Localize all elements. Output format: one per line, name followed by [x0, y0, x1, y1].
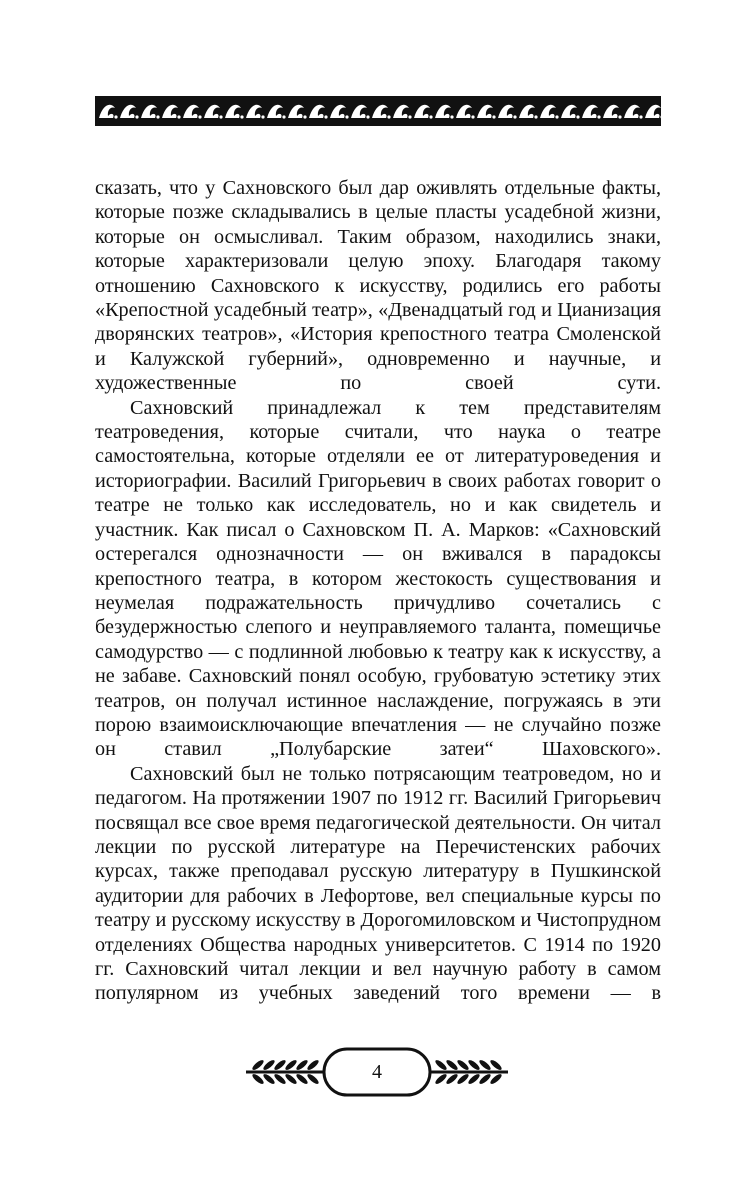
page-number: 4 [372, 1061, 382, 1083]
paragraph-1: сказать, что у Сахновского был дар оживлять отдельные факты, которые позже складывались в целые пласты усадебной жизни, которые он осмысливал. Таким образом, находились знаки, которые характеризовали целую эпоху. Благодаря такому отношению Сахновского к искусству, родились его работы «Крепостной усадебный театр», «Двенадцатый год и Цианизация дворянских театров», «История крепостного театра Смоленской и Калужской губерний», одновременно и научные, и художественные по своей сути. [95, 177, 661, 395]
page-footer [244, 1046, 510, 1098]
paragraph-3: Сахновский был не только потрясающим театроведом, но и педагогом. На протяжении 1907 по 1912 гг. Василий Григорьевич посвящал все свое время педагогической деятельности. Он читал лекции по русской литературе на Перечистенских рабочих курсах, также преподавал русскую литературу в Пушкинской аудитории для рабочих в Лефортове, вел специальные курсы по театру и русскому искусству в Дорогомиловском и Чистопрудном отделениях Общества народных университетов. С 1914 по 1920 гг. Сахновский читал лекции и вел научную работу в самом популярном из учебных заведений того времени — в [95, 762, 661, 1005]
paragraph-2: Сахновский принадлежал к тем представителям театроведения, которые считали, что наука о театре самостоятельна, которые отделяли ее от литературоведения и историографии. Василий Григорьевич в своих работах говорит о театре не только как исследователь, но и как свидетель и участник. Как писал о Сахновском П. А. Марков: «Сахновский остерегался однозначности — он вживался в парадоксы крепостного театра, в котором жестокость существования и неумелая подражательность причудливо сочетались с безудержностью слепого и неуправляемого таланта, помещичье самодурство — с подлинной любовью к театру как к искусству, а не забаве. Сахновский понял особую, грубоватую эстетику этих театров, он получал истинное наслаждение, погружаясь в эти порою взаимоисключающие впечатления — не случайно позже он ставил „Полубарские затеи“ Шаховского». [95, 396, 661, 761]
page-body-text [95, 176, 661, 1006]
decorative-vine-border-icon [95, 96, 661, 126]
